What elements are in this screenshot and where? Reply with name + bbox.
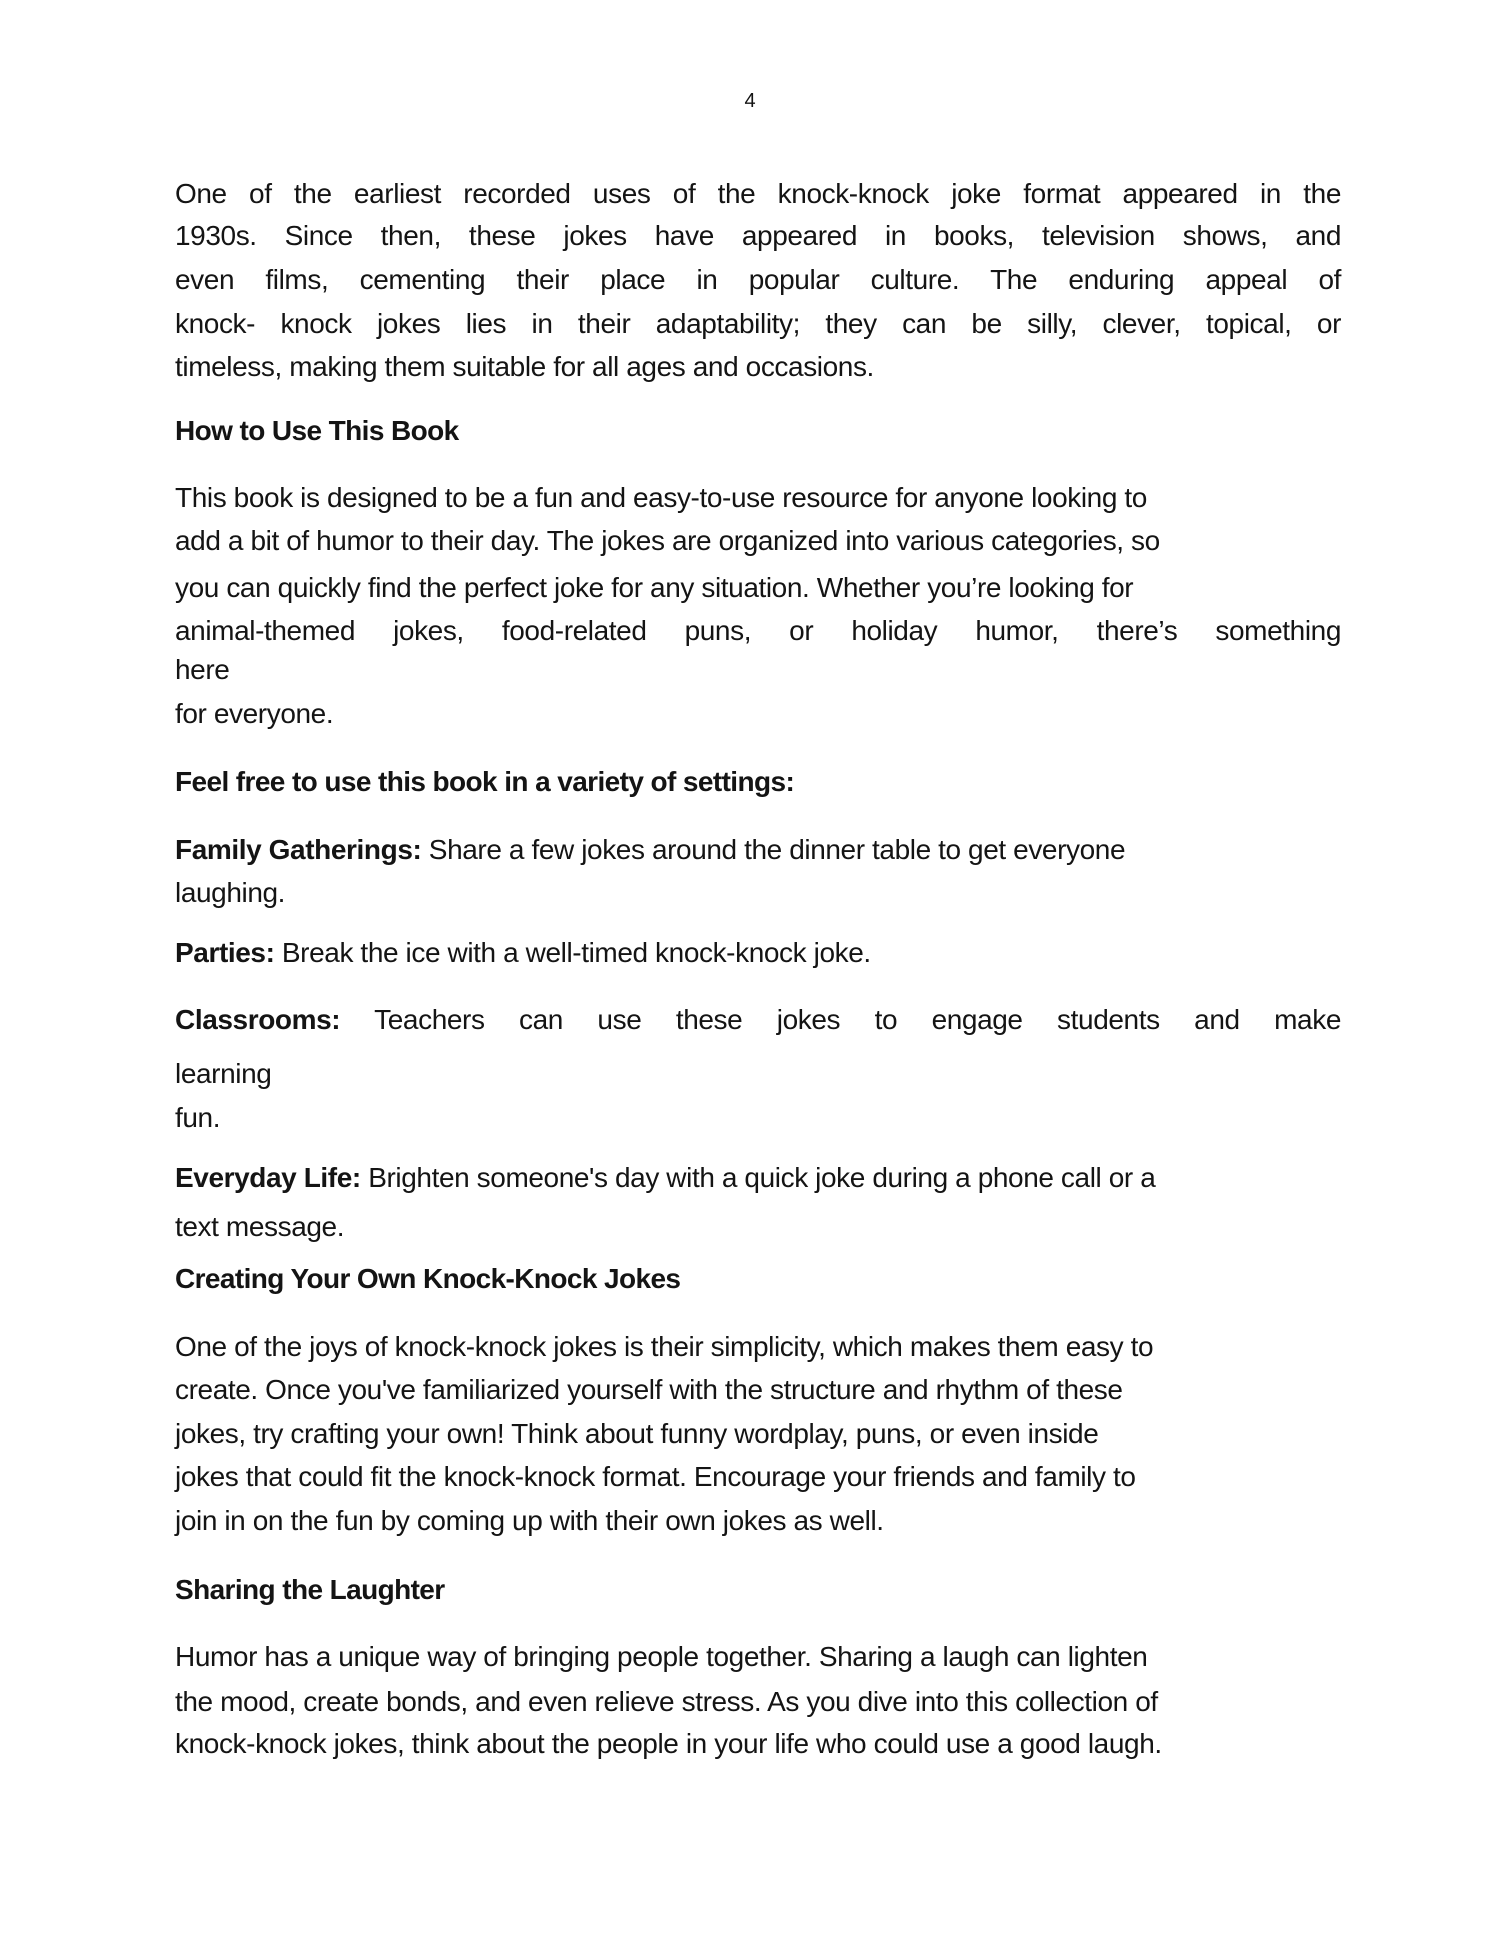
text-line: knock-knock jokes, think about the people in your life who could use a good laugh.: [175, 1728, 1162, 1759]
text-line: even films, cementing their place in popular culture. The enduring appeal of: [175, 264, 1341, 295]
item-label: Everyday Life:: [175, 1162, 361, 1193]
text-line: add a bit of humor to their day. The jokes are organized into various categories, so: [175, 525, 1160, 556]
text-line: laughing.: [175, 877, 286, 908]
text-line: timeless, making them suitable for all ages and occasions.: [175, 351, 874, 382]
text-line: here: [175, 654, 230, 685]
text-line: learning: [175, 1058, 272, 1089]
section-heading: How to Use This Book: [175, 415, 459, 446]
text-line: One of the earliest recorded uses of the knock-knock joke format appeared in the: [175, 178, 1341, 209]
text-line: jokes that could fit the knock-knock format. Encourage your friends and family to: [175, 1461, 1136, 1492]
text-line: create. Once you've familiarized yourself with the structure and rhythm of these: [175, 1374, 1123, 1405]
item-text: Brighten someone's day with a quick joke during a phone call or a: [360, 1162, 1156, 1193]
page-number: 4: [744, 90, 756, 112]
text-line: fun.: [175, 1102, 221, 1133]
text-line: One of the joys of knock-knock jokes is their simplicity, which makes them easy to: [175, 1331, 1154, 1362]
text-line: for everyone.: [175, 698, 334, 729]
list-item: [175, 1002, 1341, 1038]
text-line: you can quickly find the perfect joke for any situation. Whether you’re looking for: [175, 572, 1134, 603]
list-item: [175, 832, 1341, 868]
item-text: Share a few jokes around the dinner table to get everyone: [421, 834, 1126, 865]
section-heading: Feel free to use this book in a variety of settings:: [175, 766, 795, 797]
item-text: Teachers can use these jokes to engage students and make: [340, 1004, 1341, 1035]
item-label: Parties:: [175, 937, 275, 968]
item-label: Classrooms:: [175, 1004, 341, 1035]
text-line: This book is designed to be a fun and easy-to-use resource for anyone looking to: [175, 482, 1147, 513]
section-heading: Creating Your Own Knock-Knock Jokes: [175, 1263, 681, 1294]
text-line: knock- knock jokes lies in their adaptability; they can be silly, clever, topical, or: [175, 308, 1341, 339]
list-item: [175, 935, 1341, 971]
section-heading: Sharing the Laughter: [175, 1574, 445, 1605]
text-line: 1930s. Since then, these jokes have appeared in books, television shows, and: [175, 220, 1341, 251]
item-label: Family Gatherings:: [175, 834, 422, 865]
item-text: Break the ice with a well-timed knock-knock joke.: [274, 937, 871, 968]
text-line: jokes, try crafting your own! Think about funny wordplay, puns, or even inside: [175, 1418, 1099, 1449]
text-line: animal-themed jokes, food-related puns, or holiday humor, there’s something: [175, 615, 1341, 646]
text-line: text message.: [175, 1211, 345, 1242]
text-line: the mood, create bonds, and even relieve stress. As you dive into this collection of: [175, 1686, 1158, 1717]
list-item: [175, 1160, 1341, 1196]
text-line: join in on the fun by coming up with their own jokes as well.: [175, 1505, 884, 1536]
text-line: Humor has a unique way of bringing people together. Sharing a laugh can lighten: [175, 1641, 1148, 1672]
